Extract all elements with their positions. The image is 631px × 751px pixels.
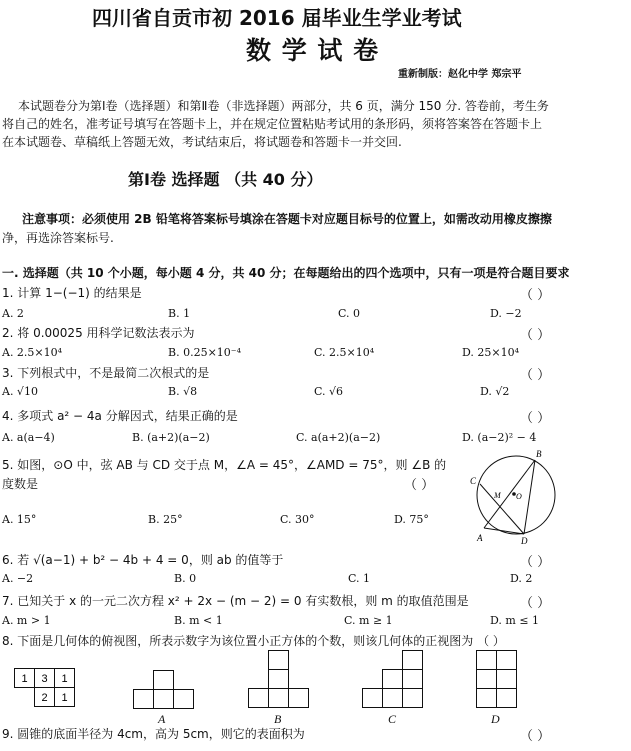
q6-answer-paren: （ ）	[520, 555, 551, 570]
q5-circle-figure	[466, 446, 566, 546]
notice-line-1: 注意事项：必须使用 2B 铅笔将答案标号填涂在答题卡对应题目标号的位置上，如需改动用橡皮擦擦	[22, 212, 552, 226]
q4-option-b: B. (a+2)(a−2)	[132, 431, 210, 444]
part-1-title: 第Ⅰ卷 选择题 （共 40 分）	[128, 170, 323, 189]
q6-option-a: A. −2	[2, 572, 34, 585]
q5-stem-line-2: 度数是	[2, 477, 39, 491]
section-1-heading: 一. 选择题（共 10 个小题，每小题 4 分，共 40 分；在每题给出的四个选项中，只有一项是符合题目要求	[2, 266, 570, 280]
intro-line-2: 将自己的姓名，准考证号填写在答题卡上，并在规定位置粘贴考试用的条形码，须将答案答在答题卡上	[2, 117, 543, 131]
q8-view-a	[133, 670, 195, 710]
q3-answer-paren: （ ）	[520, 368, 551, 383]
label-c: C	[470, 476, 477, 486]
q3-stem: 3. 下列根式中，不是最简二次根式的是	[2, 366, 210, 380]
intro-line-1: 本试题卷分为第Ⅰ卷（选择题）和第Ⅱ卷（非选择题）两部分，共 6 页，满分 150 分. 答卷前，考生务	[18, 99, 549, 113]
q5-option-c: C. 30°	[280, 513, 315, 526]
exam-title: 四川省自贡市初 2016 届毕业生学业考试	[92, 6, 462, 30]
q2-option-b: B. 0.25×10⁻⁴	[168, 346, 241, 359]
q1-answer-paren: （ ）	[520, 288, 551, 303]
q4-option-d: D. (a−2)² − 4	[462, 431, 537, 444]
q7-stem: 7. 已知关于 x 的一元二次方程 x² + 2x − (m − 2) = 0 有实数根，则 m 的取值范围是	[2, 594, 469, 608]
q4-option-c: C. a(a+2)(a−2)	[296, 431, 381, 444]
q1-option-a: A. 2	[2, 307, 24, 320]
q4-option-a: A. a(a−4)	[2, 431, 55, 444]
q7-answer-paren: （ ）	[520, 596, 551, 611]
label-d: D	[521, 536, 528, 546]
grid-number: 3	[41, 673, 48, 685]
q9-answer-paren: （ ）	[520, 729, 551, 744]
q1-option-b: B. 1	[168, 307, 191, 320]
q7-option-b: B. m < 1	[174, 614, 223, 627]
grid-number: 1	[61, 673, 68, 685]
q5-answer-paren: （ ）	[404, 478, 435, 493]
q2-answer-paren: （ ）	[520, 328, 551, 343]
label-o: O	[516, 492, 522, 501]
q2-stem: 2. 将 0.00025 用科学记数法表示为	[2, 326, 195, 340]
q5-option-b: B. 25°	[148, 513, 183, 526]
q6-stem: 6. 若 √(a−1) + b² − 4b + 4 = 0，则 ab 的值等于	[2, 553, 284, 567]
q6-option-c: C. 1	[348, 572, 371, 585]
intro-line-3: 在本试题卷、草稿纸上答题无效，考试结束后，将试题卷和答题卡一并交回.	[2, 135, 402, 149]
q8-view-b-label: B	[274, 712, 282, 726]
subject-title: 数 学 试 卷	[246, 36, 380, 65]
grid-number: 1	[21, 673, 28, 685]
q1-stem: 1. 计算 1−(−1) 的结果是	[2, 286, 142, 300]
q7-option-c: C. m ≥ 1	[344, 614, 393, 627]
q6-option-b: B. 0	[174, 572, 197, 585]
q8-view-b	[248, 650, 310, 710]
q2-option-c: C. 2.5×10⁴	[314, 346, 375, 359]
q8-view-d-label: D	[491, 712, 500, 726]
q5-option-a: A. 15°	[2, 513, 37, 526]
label-b: B	[536, 449, 542, 459]
q8-view-a-label: A	[158, 712, 166, 726]
q3-option-b: B. √8	[168, 385, 198, 398]
q7-option-d: D. m ≤ 1	[490, 614, 540, 627]
grid-number: 1	[61, 692, 68, 704]
q7-option-a: A. m > 1	[2, 614, 51, 627]
label-a: A	[477, 533, 483, 543]
q3-option-c: C. √6	[314, 385, 344, 398]
q3-option-a: A. √10	[2, 385, 38, 398]
q8-view-c	[362, 650, 424, 710]
grid-number: 2	[41, 692, 48, 704]
q8-top-view-grid	[14, 668, 78, 708]
q4-answer-paren: （ ）	[520, 411, 551, 426]
notice-line-2: 净，再选涂答案标号.	[2, 231, 114, 245]
q5-option-d: D. 75°	[394, 513, 429, 526]
q5-stem-line-1: 5. 如图，⊙O 中，弦 AB 与 CD 交于点 M，∠A = 45°，∠AMD = 75°，则 ∠B 的	[2, 458, 447, 472]
q1-option-c: C. 0	[338, 307, 361, 320]
q6-option-d: D. 2	[510, 572, 533, 585]
q2-option-a: A. 2.5×10⁴	[2, 346, 63, 359]
label-m: M	[494, 491, 501, 500]
q4-stem: 4. 多项式 a² − 4a 分解因式，结果正确的是	[2, 409, 238, 423]
q1-option-d: D. −2	[490, 307, 522, 320]
q3-option-d: D. √2	[480, 385, 510, 398]
q2-option-d: D. 25×10⁴	[462, 346, 520, 359]
q8-stem: 8. 下面是几何体的俯视图，所表示数字为该位置小正方体的个数，则该几何体的正视图为 （ ）	[2, 634, 505, 648]
editor-credit: 重新制版：赵化中学 郑宗平	[398, 69, 522, 80]
q8-view-d	[476, 650, 518, 710]
q9-stem: 9. 圆锥的底面半径为 4cm，高为 5cm，则它的表面积为	[2, 727, 305, 741]
q8-view-c-label: C	[388, 712, 397, 726]
